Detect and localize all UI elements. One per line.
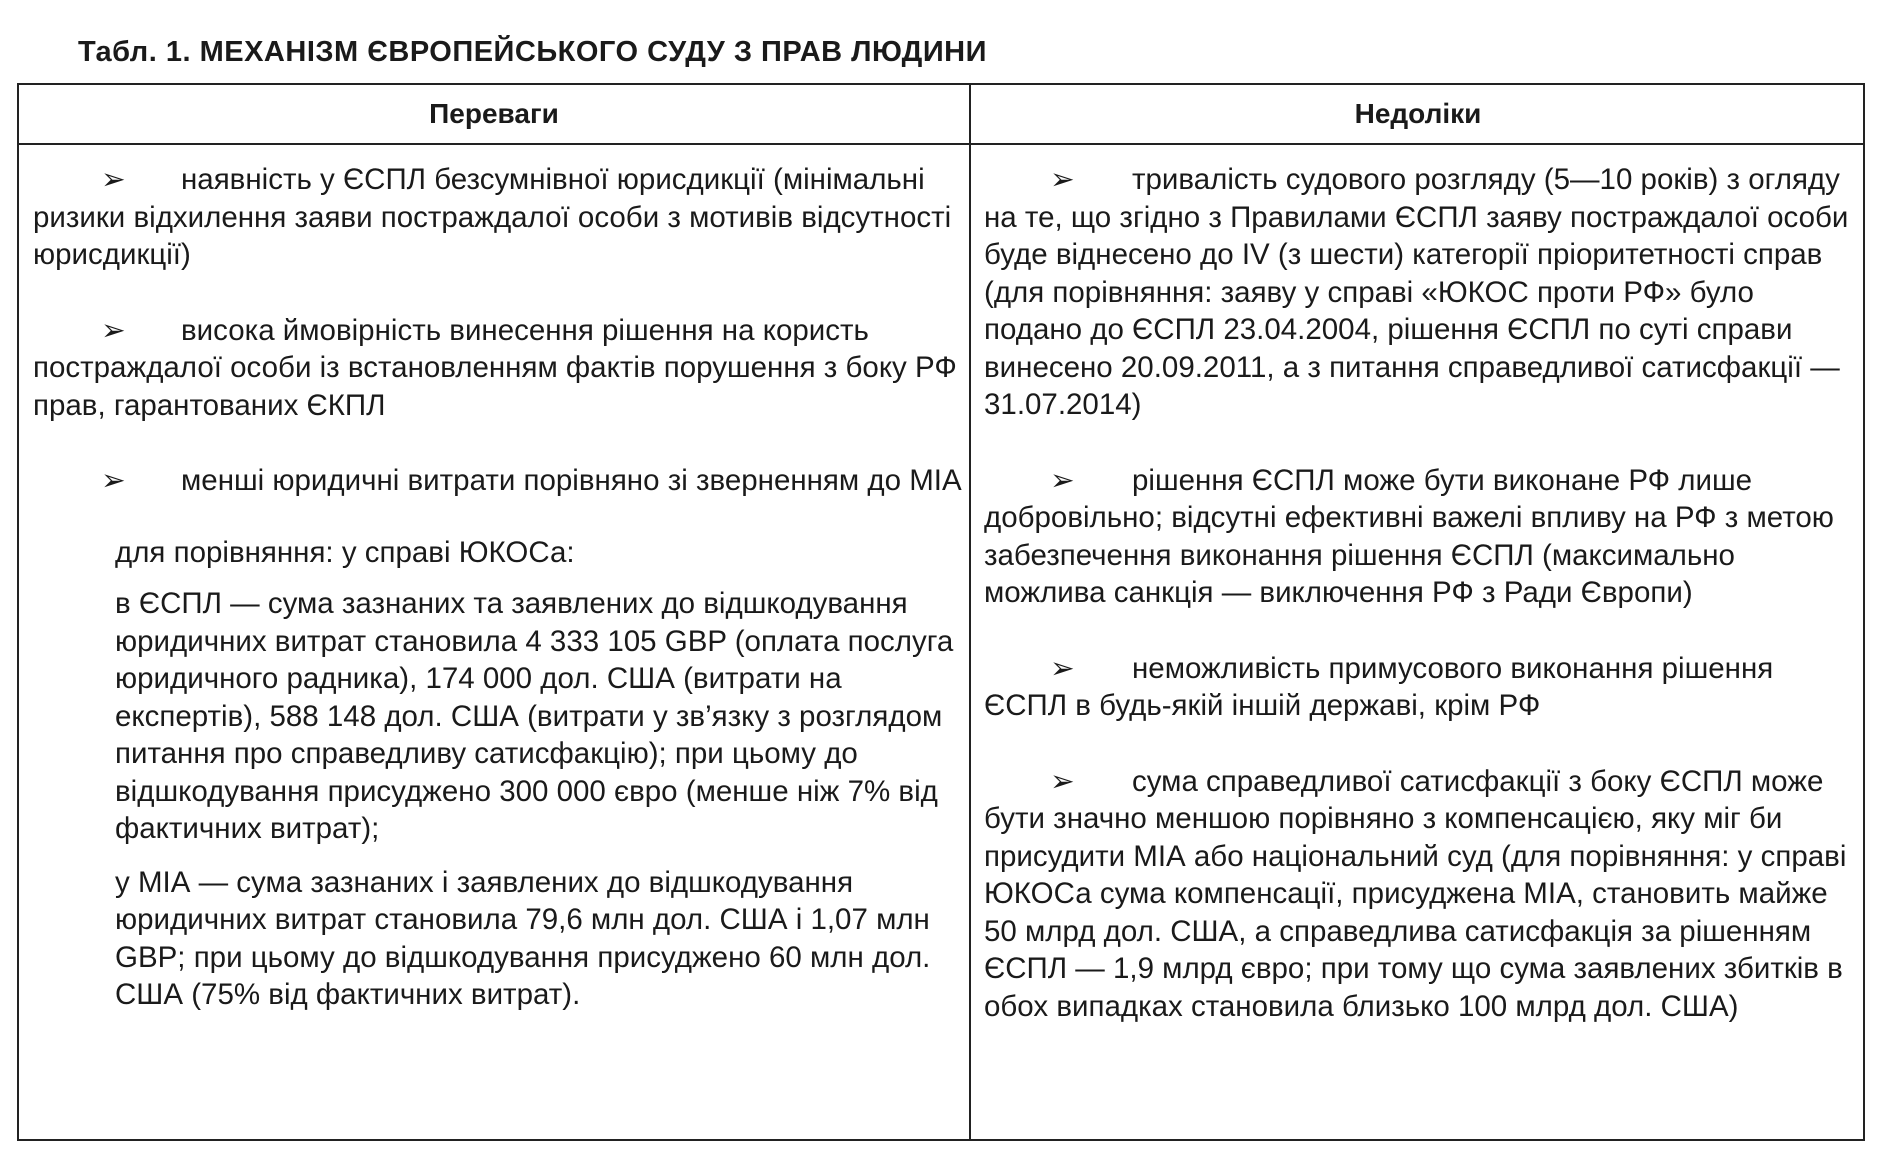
disadvantage-text: тривалість судового розгляду (5—10 років) з огляду на те, що згідно з Правилами ЄСПЛ заяву постраждалої особи буде віднесено до IV (з шести) категорії пріоритетності справ (для порівняння: заяву у справі «ЮКОС проти РФ» було подано до ЄСПЛ 23.04.2004, рішення ЄСПЛ по суті справи винесено 20.09.2011, а з питання справедливої сатисфакції — 31.07.2014): [984, 163, 1849, 421]
comparison-mia: у МІА — сума зазнаних і заявлених до відшкодування юридичних витрат становила 79,6 млн дол. США і 1,07 млн GBP; при цьому до відшкодування присуджено 60 млн дол. США (75% від фактичних витрат).: [115, 865, 931, 1011]
comparison-intro: для порівняння: у справі ЮКОСа:: [115, 535, 575, 569]
advantages-column: [33, 161, 965, 1030]
list-item: [984, 462, 1860, 612]
column-divider: [969, 85, 971, 1139]
advantage-text: наявність у ЄСПЛ безсумнівної юрисдикції (мінімальні ризики відхилення заяви постраждалої особи з мотивів відсутності юрисдикції): [33, 163, 952, 271]
arrow-bullet-icon: ➢: [1050, 764, 1075, 798]
arrow-bullet-icon: ➢: [1050, 651, 1075, 685]
arrow-bullet-icon: ➢: [1050, 163, 1075, 196]
list-item: [33, 312, 965, 425]
arrow-bullet-icon: ➢: [1050, 463, 1075, 497]
header-advantages: Переваги: [429, 98, 559, 129]
header-divider: [19, 143, 1863, 145]
list-item: [33, 462, 965, 500]
advantage-text: менші юридичні витрати порівняно зі зверненням до МІА: [181, 464, 962, 497]
list-item: [984, 650, 1860, 725]
list-item: [984, 161, 1860, 424]
header-disadvantages: Недоліки: [1354, 98, 1482, 129]
disadvantage-text: сума справедливої сатисфакції з боку ЄСПЛ може бути значно меншою порівняно з компенсацією, яку міг би присудити МІА або національний суд (для порівняння: у справі ЮКОСа сума компенсації, присуджена МІА, становить майже 50 млрд дол. США, а справедлива сатисфакція за рішенням ЄСПЛ — 1,9 млрд євро; при тому що сума заявлених збитків в обох випадках становила близько 100 млрд дол. США): [984, 764, 1847, 1023]
advantage-text: висока ймовірність винесення рішення на користь постраждалої особи із встановленням фактів порушення з боку РФ прав, гарантованих ЄКПЛ: [33, 313, 957, 422]
disadvantages-column: [984, 161, 1860, 1063]
table-title: Табл. 1. МЕХАНІЗМ ЄВРОПЕЙСЬКОГО СУДУ З ПРАВ ЛЮДИНИ: [78, 36, 987, 68]
list-item: [33, 161, 965, 274]
comparison-echr: в ЄСПЛ — сума зазнаних та заявлених до відшкодування юридичних витрат становила 4 333 105 GBP (оплата послуга юридичного радника), 174 000 дол. США (витрати на експертів), 588 148 дол. США (витрати у зв’язку з розглядом питання про справедливу сатисфакцію); при цьому до відшкодування присуджено 300 000 євро (менше ніж 7% від фактичних витрат);: [115, 587, 954, 845]
disadvantage-text: неможливість примусового виконання рішення ЄСПЛ в будь-якій іншій державі, крім РФ: [984, 651, 1774, 722]
list-item: [984, 763, 1860, 1026]
arrow-bullet-icon: ➢: [101, 313, 126, 347]
arrow-bullet-icon: ➢: [101, 464, 126, 497]
disadvantage-text: рішення ЄСПЛ може бути виконане РФ лише добровільно; відсутні ефективні важелі впливу на РФ з метою забезпечення виконання рішення ЄСПЛ (максимально можлива санкція — виключення РФ з Ради Європи): [984, 463, 1834, 609]
arrow-bullet-icon: ➢: [101, 163, 126, 196]
comparison-table: [17, 83, 1865, 1141]
